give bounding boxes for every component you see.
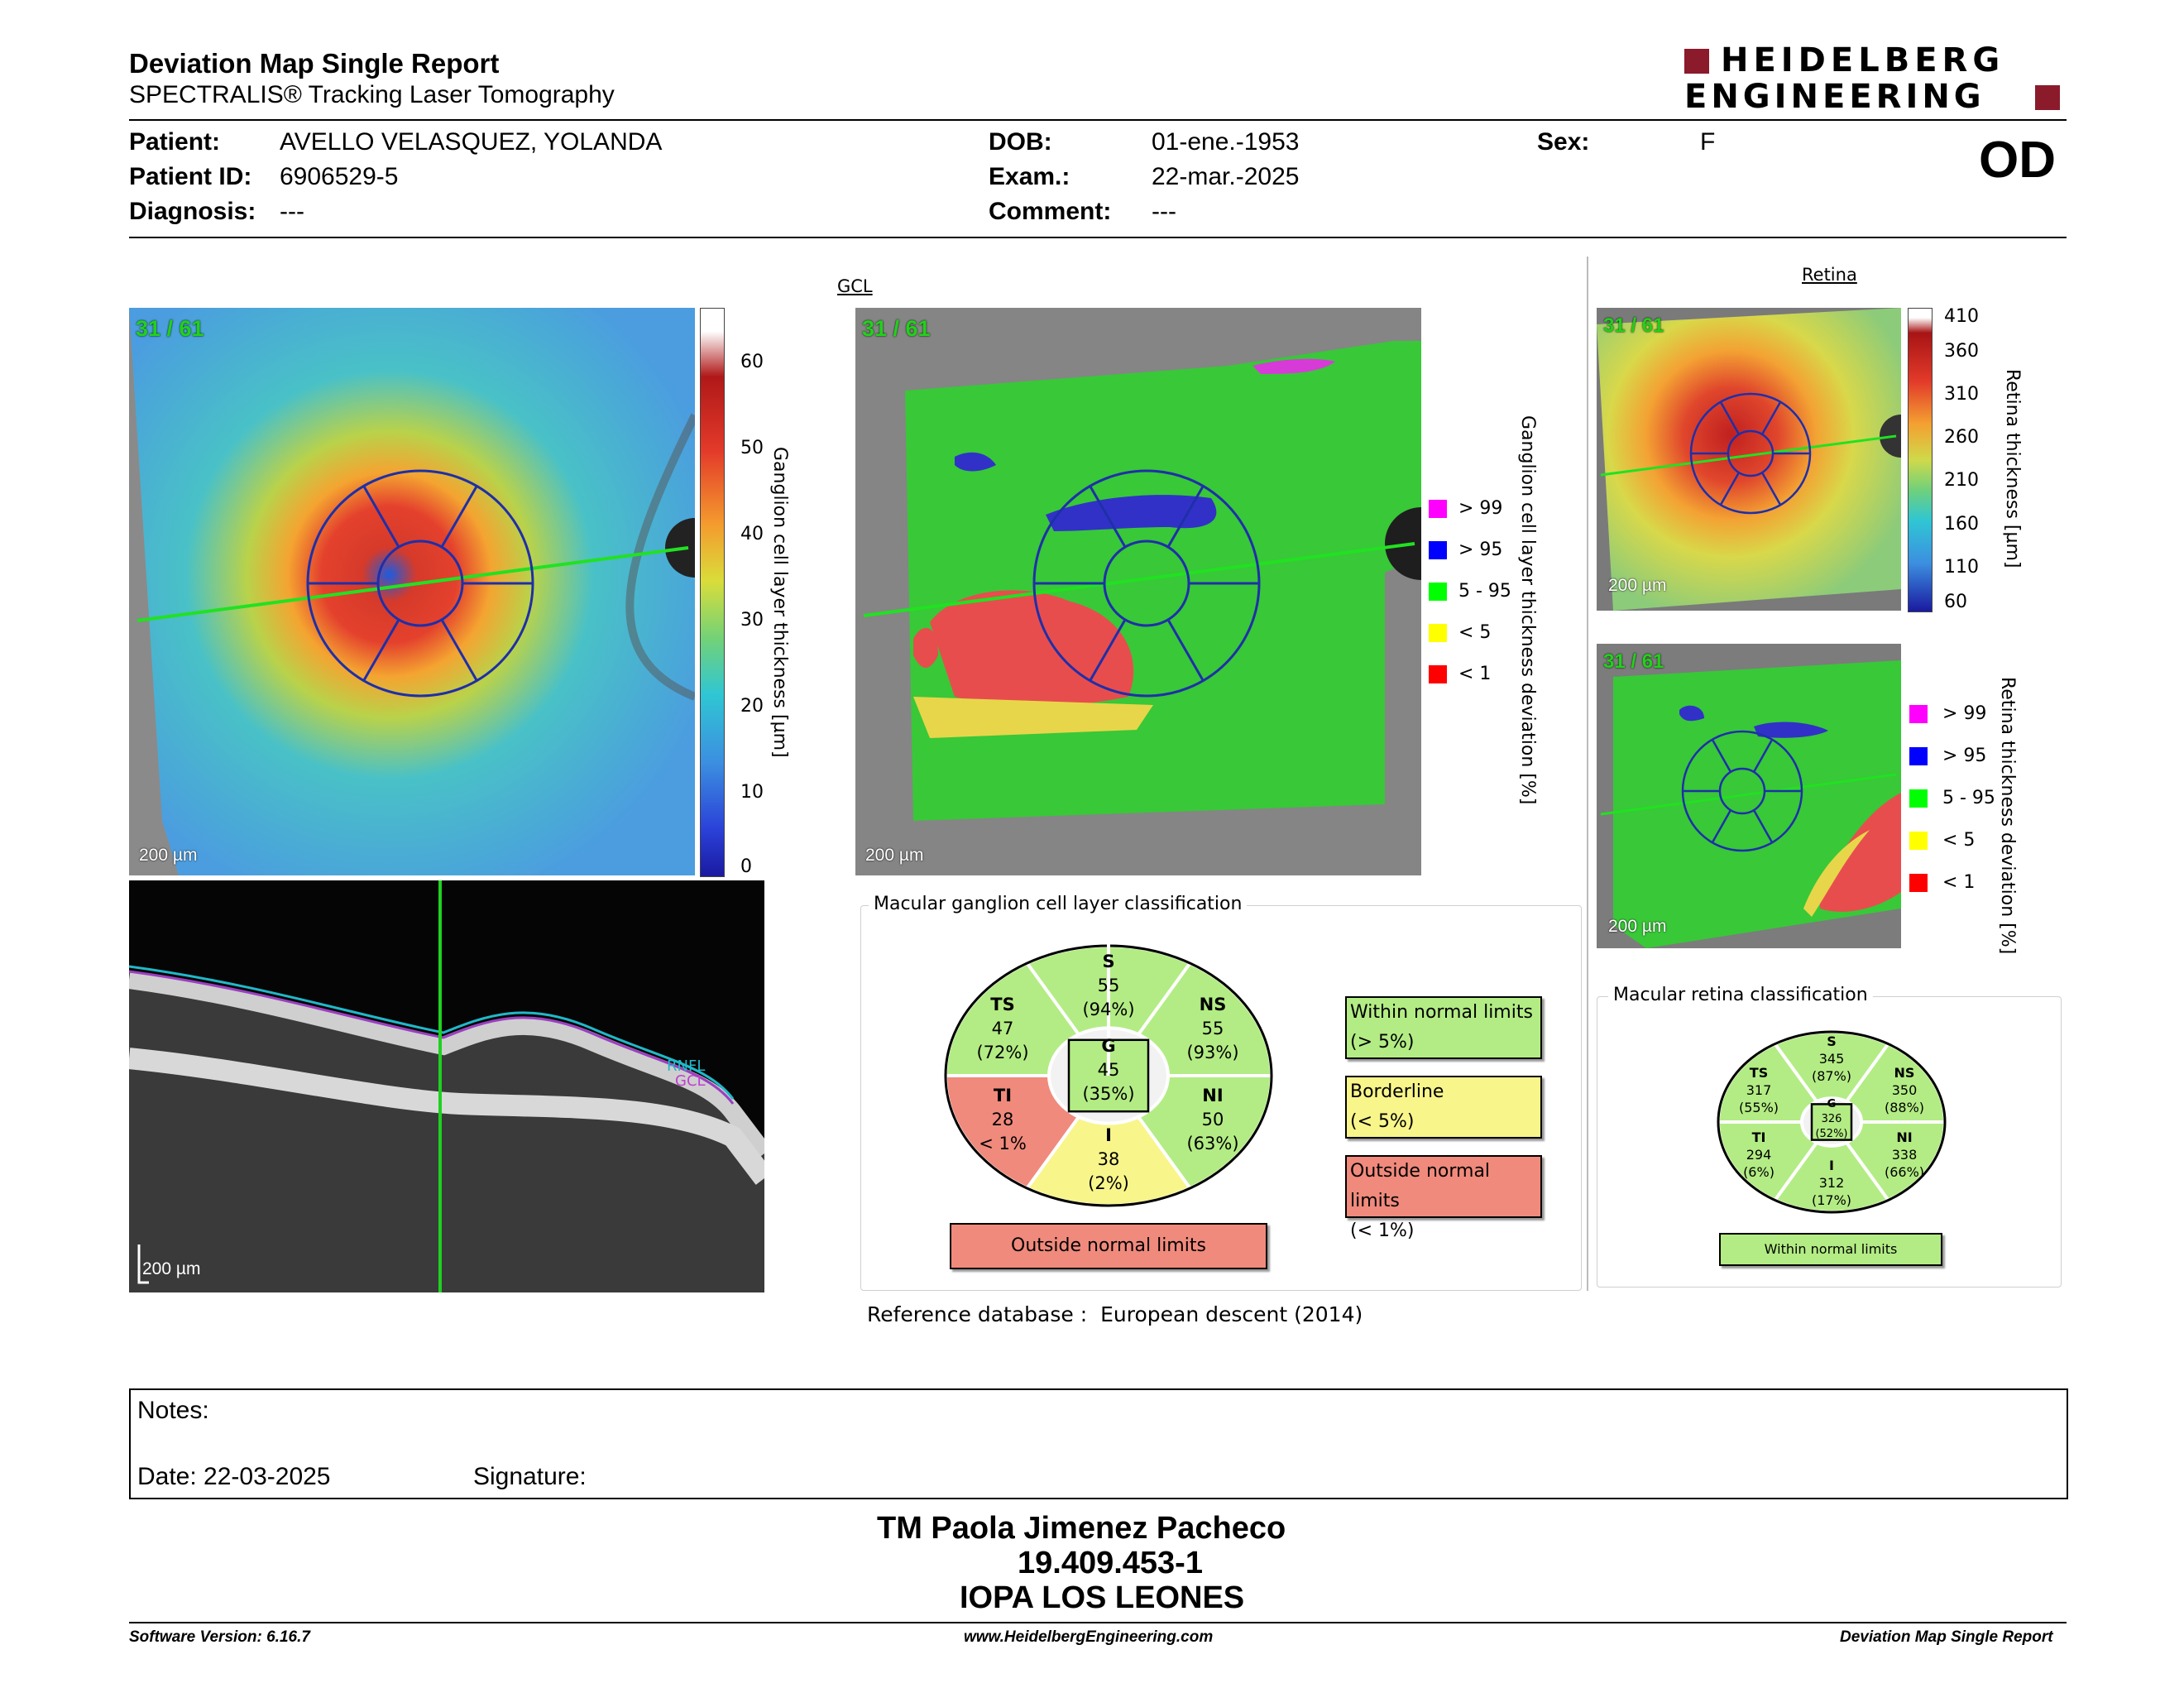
gcl-colorbar-tick-20: 20 xyxy=(740,696,764,717)
notes-box[interactable] xyxy=(129,1388,2068,1499)
gcl-colorbar-tick-40: 40 xyxy=(740,524,764,544)
gcl-classification-title: Macular ganglion cell layer classification xyxy=(869,894,1247,914)
signature-id: 19.409.453-1 xyxy=(1018,1546,1203,1580)
sex-label: Sex: xyxy=(1537,128,1590,156)
footer-website[interactable]: www.HeidelbergEngineering.com xyxy=(964,1628,1214,1646)
retina-colorbar-tick-110: 110 xyxy=(1944,557,1979,578)
gcl-deviation-axis-label: Ganglion cell layer thickness deviation [%] xyxy=(1517,415,1538,805)
retina-sector-ts-value: 317 xyxy=(1746,1082,1772,1098)
retina-colorbar-tick-210: 210 xyxy=(1944,470,1979,491)
retina-legend-swatch-gt95 xyxy=(1909,747,1928,765)
retina-deviation-map xyxy=(1597,644,1901,948)
gcl-thickness-colorbar xyxy=(700,308,725,877)
patient-rule xyxy=(129,237,2067,238)
gcl-colorbar-tick-30: 30 xyxy=(740,610,764,631)
gcl-sector-g-name: G xyxy=(1101,1036,1116,1056)
gcl-sector-i-pct: (2%) xyxy=(1088,1173,1129,1193)
legend-within-normal xyxy=(1345,996,1542,1059)
gcl-legend-swatch-lt1 xyxy=(1429,665,1447,683)
gcl-legend-label-gt95: > 95 xyxy=(1458,539,1503,560)
gcl-sector-g-value: 45 xyxy=(1097,1060,1120,1080)
retina-sector-i xyxy=(1798,1157,1865,1209)
legend-outside-normal xyxy=(1345,1155,1542,1241)
retina-deviation-scale: 200 µm xyxy=(1608,917,1667,936)
retina-classification-result: Within normal limits xyxy=(1719,1233,1942,1266)
dob-label: DOB: xyxy=(989,128,1052,156)
gcl-sector-ti-pct: < 1% xyxy=(979,1134,1027,1153)
retina-sector-ns-pct: (88%) xyxy=(1884,1100,1925,1115)
legend-outside-normal-line2: (< 1%) xyxy=(1350,1220,1415,1241)
logo-line-1: HEIDELBERG xyxy=(1721,41,2005,79)
retina-sector-ts-pct: (55%) xyxy=(1738,1100,1779,1115)
retina-legend-swatch-lt1 xyxy=(1909,874,1928,892)
reference-database xyxy=(867,1302,1363,1326)
patient-id-value: 6906529-5 xyxy=(280,163,399,190)
retina-deviation-map-image xyxy=(1597,644,1901,948)
retina-sector-ti-value: 294 xyxy=(1746,1147,1772,1163)
retina-sector-s-pct: (87%) xyxy=(1811,1068,1852,1084)
gcl-legend-label-lt1: < 1 xyxy=(1458,664,1492,684)
retina-sector-ti xyxy=(1726,1129,1792,1181)
retina-thickness-map-image xyxy=(1597,308,1901,611)
retina-colorbar-tick-60: 60 xyxy=(1944,592,1967,612)
gcl-legend-swatch-lt5 xyxy=(1429,624,1447,642)
gcl-section-title: GCL xyxy=(837,276,873,296)
gcl-thickness-scale: 200 µm xyxy=(139,846,198,865)
gcl-sector-ti-name: TI xyxy=(993,1086,1013,1105)
retina-sector-i-name: I xyxy=(1829,1158,1834,1173)
oct-bscan xyxy=(129,880,764,1292)
gcl-sector-g-pct: (35%) xyxy=(1082,1084,1135,1104)
legend-outside-normal-line1: Outside normal limits xyxy=(1350,1161,1491,1211)
gcl-sector-i xyxy=(1067,1124,1150,1196)
gcl-legend-swatch-gt95 xyxy=(1429,541,1447,559)
exam-value: 22-mar.-2025 xyxy=(1152,163,1300,190)
gcl-sector-ti-value: 28 xyxy=(991,1110,1014,1129)
retina-sector-s xyxy=(1798,1033,1865,1085)
retina-legend-swatch-lt5 xyxy=(1909,832,1928,850)
retina-sector-g xyxy=(1798,1097,1865,1142)
gcl-sector-g xyxy=(1067,1034,1150,1106)
gcl-sector-i-value: 38 xyxy=(1097,1149,1120,1169)
notes-signature-label: Signature: xyxy=(473,1463,587,1490)
retina-sector-ni-value: 338 xyxy=(1891,1147,1918,1163)
report-title: Deviation Map Single Report xyxy=(129,48,500,79)
retina-thickness-colorbar xyxy=(1908,308,1933,612)
gcl-sector-ts-pct: (72%) xyxy=(976,1043,1029,1062)
retina-thickness-scale: 200 µm xyxy=(1608,576,1667,595)
retina-legend-label-lt5: < 5 xyxy=(1942,830,1976,851)
signature-institution: IOPA LOS LEONES xyxy=(960,1580,1245,1615)
exam-label: Exam.: xyxy=(989,163,1070,190)
retina-legend-label-gt99: > 99 xyxy=(1942,703,1987,724)
gcl-thickness-slice-label: 31 / 61 xyxy=(136,316,204,341)
gcl-sector-labels xyxy=(943,943,1274,1208)
gcl-deviation-map-image xyxy=(855,308,1421,875)
retina-sector-ts xyxy=(1726,1064,1792,1116)
gcl-legend-label-lt5: < 5 xyxy=(1458,622,1492,643)
retina-section-title: Retina xyxy=(1802,265,1857,285)
gcl-legend-swatch-gt99 xyxy=(1429,500,1447,518)
retina-sector-ni-name: NI xyxy=(1896,1129,1913,1145)
sex-value: F xyxy=(1700,128,1716,156)
bscan-scale: 200 µm xyxy=(142,1259,201,1278)
notes-label: Notes: xyxy=(137,1397,209,1424)
reference-value: European descent (2014) xyxy=(1100,1302,1363,1326)
gcl-sector-ni xyxy=(1171,1084,1254,1156)
retina-sector-labels xyxy=(1716,1029,1947,1215)
legend-within-normal-line2: (> 5%) xyxy=(1350,1032,1415,1053)
legend-within-normal-line1: Within normal limits xyxy=(1350,1002,1533,1023)
gcl-sector-s xyxy=(1067,950,1150,1022)
legend-borderline-line1: Borderline xyxy=(1350,1081,1444,1102)
retina-sector-ni-pct: (66%) xyxy=(1884,1164,1925,1180)
gcl-colorbar-tick-10: 10 xyxy=(740,782,764,803)
dob-value: 01-ene.-1953 xyxy=(1152,128,1300,156)
gcl-sector-ns-pct: (93%) xyxy=(1186,1043,1239,1062)
legend-borderline xyxy=(1345,1076,1542,1139)
legend-borderline-line2: (< 5%) xyxy=(1350,1111,1415,1132)
retina-thickness-map xyxy=(1597,308,1901,611)
gcl-colorbar-tick-60: 60 xyxy=(740,352,764,372)
retina-legend-label-lt1: < 1 xyxy=(1942,872,1976,893)
eye-indicator: OD xyxy=(1979,132,2056,189)
retina-sector-g-value: 326 xyxy=(1821,1113,1842,1125)
gcl-sector-i-name: I xyxy=(1105,1125,1112,1145)
gcl-sector-ts-value: 47 xyxy=(991,1019,1014,1038)
retina-thickness-axis-label: Retina thickness [µm] xyxy=(2002,369,2023,568)
comment-value: --- xyxy=(1152,198,1176,225)
bscan-rnfl-label: RNFL xyxy=(667,1057,706,1075)
signature-name: TM Paola Jimenez Pacheco xyxy=(877,1511,1286,1546)
gcl-sector-s-name: S xyxy=(1102,952,1115,971)
gcl-sector-ni-value: 50 xyxy=(1201,1110,1224,1129)
gcl-sector-ti xyxy=(961,1084,1044,1156)
oct-bscan-image xyxy=(129,880,764,1292)
retina-sector-ni xyxy=(1871,1129,1937,1181)
gcl-classification-result: Outside normal limits xyxy=(950,1223,1267,1269)
gcl-sector-ni-pct: (63%) xyxy=(1186,1134,1239,1153)
footer-rule xyxy=(129,1622,2067,1623)
patient-label: Patient: xyxy=(129,128,221,156)
retina-sector-s-value: 345 xyxy=(1818,1051,1845,1067)
retina-sector-ns-value: 350 xyxy=(1891,1082,1918,1098)
heidelberg-logo xyxy=(1684,41,2065,117)
retina-colorbar-tick-260: 260 xyxy=(1944,427,1979,448)
footer-report-name: Deviation Map Single Report xyxy=(1840,1628,2053,1646)
gcl-sector-ni-name: NI xyxy=(1202,1086,1224,1105)
diagnosis-label: Diagnosis: xyxy=(129,198,256,225)
retina-sector-ts-name: TS xyxy=(1749,1065,1769,1081)
section-divider xyxy=(1587,257,1588,1291)
retina-sector-i-value: 312 xyxy=(1818,1175,1845,1191)
retina-sector-i-pct: (17%) xyxy=(1811,1192,1852,1208)
gcl-deviation-slice-label: 31 / 61 xyxy=(862,316,931,341)
notes-date: Date: 22-03-2025 xyxy=(137,1463,331,1490)
patient-name: AVELLO VELASQUEZ, YOLANDA xyxy=(280,128,663,156)
gcl-thickness-map xyxy=(129,308,695,875)
gcl-deviation-scale: 200 µm xyxy=(865,846,924,865)
bscan-gcl-label: GCL xyxy=(675,1072,706,1090)
retina-legend-label-5-95: 5 - 95 xyxy=(1942,788,1995,808)
retina-legend-swatch-gt99 xyxy=(1909,705,1928,723)
retina-colorbar-tick-160: 160 xyxy=(1944,514,1979,535)
report-subtitle: SPECTRALIS® Tracking Laser Tomography xyxy=(129,81,615,108)
gcl-thickness-axis-label: Ganglion cell layer thickness [µm] xyxy=(769,447,790,758)
gcl-colorbar-tick-0: 0 xyxy=(740,856,752,877)
retina-deviation-slice-label: 31 / 61 xyxy=(1603,650,1664,673)
gcl-deviation-map xyxy=(855,308,1421,875)
retina-sector-ns xyxy=(1871,1064,1937,1116)
gcl-sector-ns-value: 55 xyxy=(1201,1019,1224,1038)
logo-square-top xyxy=(1684,49,1709,74)
retina-thickness-slice-label: 31 / 61 xyxy=(1603,314,1664,337)
retina-sector-ns-name: NS xyxy=(1894,1065,1915,1081)
gcl-sector-ts-name: TS xyxy=(990,995,1015,1014)
gcl-thickness-map-image xyxy=(129,308,695,875)
retina-sector-ti-name: TI xyxy=(1751,1129,1766,1145)
gcl-sector-ns xyxy=(1171,993,1254,1065)
comment-label: Comment: xyxy=(989,198,1112,225)
gcl-legend-swatch-5-95 xyxy=(1429,583,1447,601)
gcl-sector-s-pct: (94%) xyxy=(1082,1000,1135,1019)
retina-sector-s-name: S xyxy=(1827,1033,1837,1049)
gcl-colorbar-tick-50: 50 xyxy=(740,438,764,458)
gcl-sector-ns-name: NS xyxy=(1199,995,1227,1014)
gcl-legend-label-5-95: 5 - 95 xyxy=(1458,581,1511,602)
retina-legend-label-gt95: > 95 xyxy=(1942,746,1987,766)
gcl-legend-label-gt99: > 99 xyxy=(1458,498,1503,519)
header-rule xyxy=(129,119,2067,121)
logo-line-2: ENGINEERING xyxy=(1684,78,1985,116)
footer-software-version: Software Version: 6.16.7 xyxy=(129,1628,310,1646)
retina-deviation-legend xyxy=(1909,705,2000,895)
gcl-sector-s-value: 55 xyxy=(1097,976,1120,995)
gcl-sector-ts xyxy=(961,993,1044,1065)
gcl-deviation-legend xyxy=(1429,500,1520,690)
diagnosis-value: --- xyxy=(280,198,304,225)
retina-colorbar-tick-410: 410 xyxy=(1944,306,1979,327)
retina-classification-title: Macular retina classification xyxy=(1608,985,1873,1005)
retina-legend-swatch-5-95 xyxy=(1909,789,1928,808)
retina-sector-g-name: G xyxy=(1827,1098,1837,1110)
logo-square-bottom xyxy=(2035,85,2060,110)
retina-sector-g-pct: (52%) xyxy=(1815,1128,1848,1140)
retina-sector-ti-pct: (6%) xyxy=(1743,1164,1774,1180)
patient-id-label: Patient ID: xyxy=(129,163,252,190)
retina-colorbar-tick-310: 310 xyxy=(1944,384,1979,405)
reference-label: Reference database : xyxy=(867,1302,1088,1326)
retina-deviation-axis-label: Retina thickness deviation [%] xyxy=(1997,677,2018,955)
retina-colorbar-tick-360: 360 xyxy=(1944,341,1979,362)
